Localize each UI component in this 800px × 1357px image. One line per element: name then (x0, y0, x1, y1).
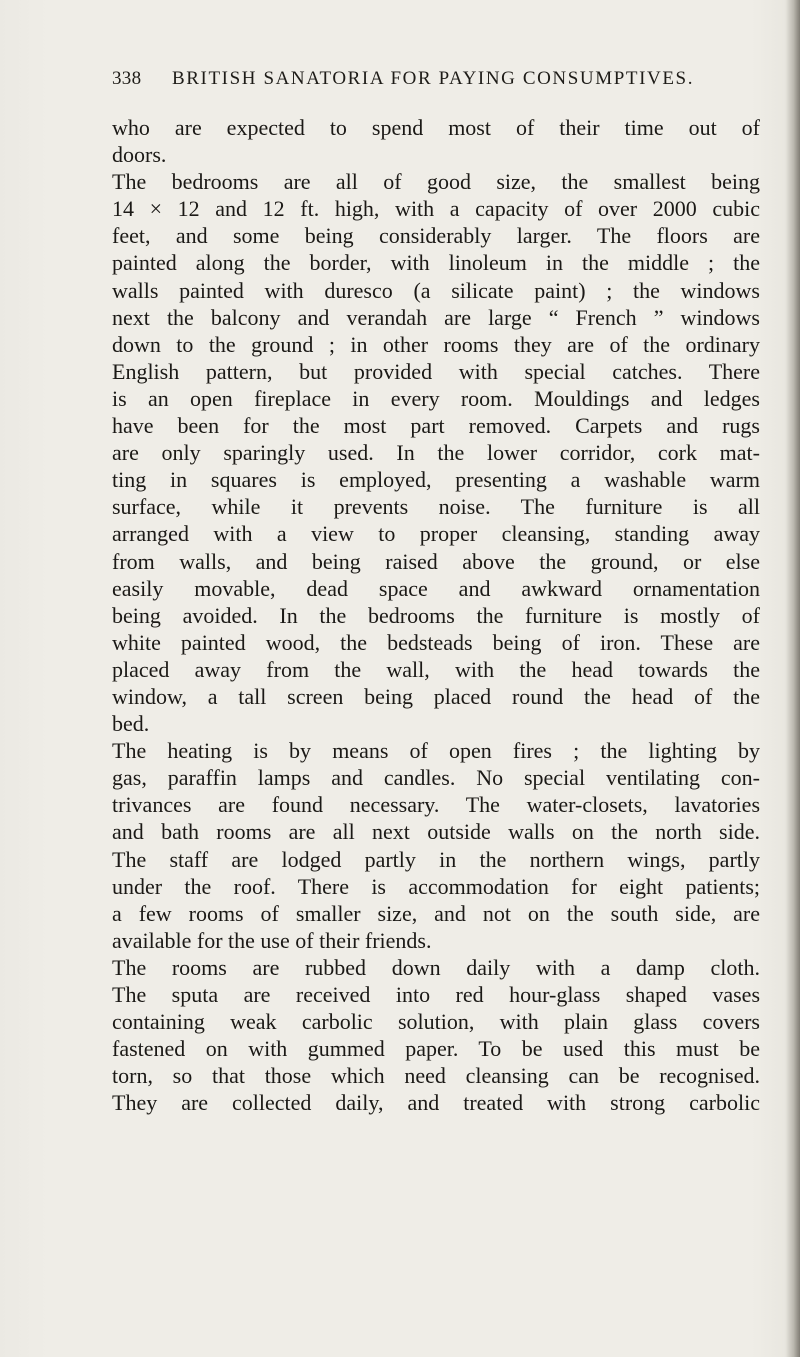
text-line: a few rooms of smaller size, and not on the south side, are (112, 900, 760, 926)
text-line: They are collected daily, and treated with strong carbolic (112, 1090, 760, 1116)
text-line: The sputa are received into red hour-glass shaped vases (112, 982, 760, 1007)
text-line: trivances are found necessary. The water-closets, lavatories (112, 792, 760, 818)
text-line: from walls, and being raised above the ground, or else (112, 548, 760, 574)
text-line: being avoided. In the bedrooms the furniture is mostly of (112, 602, 760, 628)
text-line: surface, while it prevents noise. The furniture is all (112, 494, 760, 520)
text-line: English pattern, but provided with special catches. There (112, 358, 760, 384)
text-line: feet, and some being considerably larger. The floors are (112, 223, 760, 249)
paragraph-start-line: The bedrooms are all of good size, the smallest being (112, 169, 760, 195)
text-line: white painted wood, the bedsteads being of iron. These are (112, 629, 760, 655)
text-line: gas, paraffin lamps and candles. No special ventilating con- (112, 765, 760, 791)
page-edge-shadow (786, 0, 800, 1357)
running-title: BRITISH SANATORIA FOR PAYING CONSUMPTIVES. (172, 68, 695, 89)
text-line: have been for the most part removed. Carpets and rugs (112, 413, 760, 439)
text-line: down to the ground ; in other rooms they are of the ordinary (112, 331, 760, 357)
page-number: 338 (112, 68, 142, 89)
text-line: next the balcony and verandah are large “ French ” windows (112, 304, 760, 330)
text-line: painted along the border, with linoleum in the middle ; the (112, 250, 760, 276)
text-line: containing weak carbolic solution, with plain glass covers (112, 1009, 760, 1035)
text-line: easily movable, dead space and awkward ornamentation (112, 575, 760, 601)
text-line: available for the use of their friends. (112, 927, 432, 953)
paragraph-start-line: The rooms are rubbed down daily with a damp cloth. (112, 954, 760, 980)
running-header (112, 68, 712, 90)
text-line: window, a tall screen being placed round the head of the (112, 683, 760, 709)
text-line: doors. (112, 142, 167, 168)
text-line: under the roof. There is accommodation for eight patients; (112, 873, 760, 899)
text-line: are only sparingly used. In the lower corridor, cork mat- (112, 440, 760, 466)
body-text (112, 114, 760, 1116)
text-line: fastened on with gummed paper. To be used this must be (112, 1036, 760, 1062)
text-line: torn, so that those which need cleansing can be recognised. (112, 1063, 760, 1089)
text-line: The staff are lodged partly in the northern wings, partly (112, 846, 760, 872)
text-line: and bath rooms are all next outside walls on the north side. (112, 819, 760, 845)
text-line: walls painted with duresco (a silicate paint) ; the windows (112, 277, 760, 303)
text-line: ting in squares is employed, presenting a washable warm (112, 467, 760, 493)
text-line: placed away from the wall, with the head towards the (112, 656, 760, 682)
text-line: bed. (112, 711, 150, 737)
paragraph-start-line: The heating is by means of open fires ; the lighting by (112, 738, 760, 764)
text-line: is an open fireplace in every room. Mouldings and ledges (112, 385, 760, 411)
text-line: arranged with a view to proper cleansing, standing away (112, 521, 760, 547)
text-line: 14 × 12 and 12 ft. high, with a capacity of over 2000 cubic (112, 196, 760, 222)
text-line: who are expected to spend most of their time out of (112, 115, 760, 140)
